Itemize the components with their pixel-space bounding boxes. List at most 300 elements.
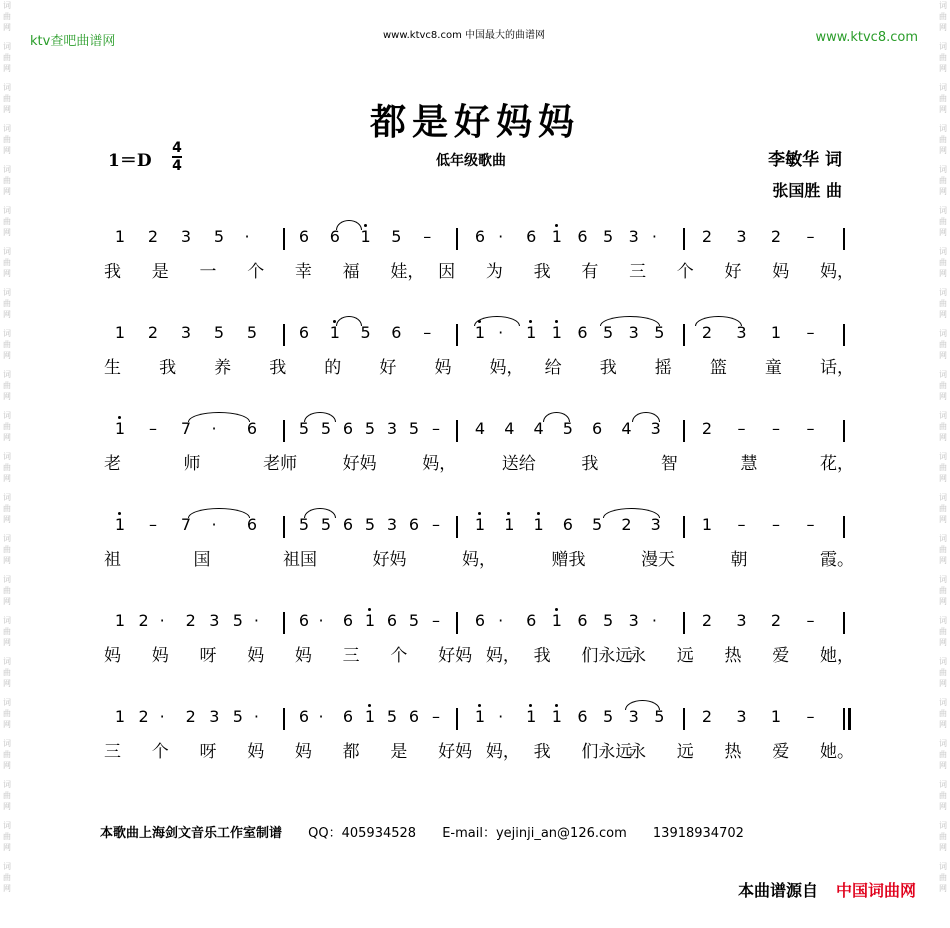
lyric-word: 妈 xyxy=(434,358,452,378)
watermark-char: 网 xyxy=(3,556,11,565)
augmentation-dot: · xyxy=(253,611,259,630)
watermark-char: 网 xyxy=(3,474,11,483)
lyric-word: 养 xyxy=(214,358,232,378)
note: 2 xyxy=(701,323,713,342)
watermark-char: 曲 xyxy=(3,422,11,431)
watermark-char: 词 xyxy=(939,370,947,379)
bar-line xyxy=(683,228,685,250)
lyric-word: 妈 xyxy=(151,646,169,666)
note: 6 xyxy=(298,707,310,726)
note: 6 xyxy=(474,227,486,246)
note: 7 xyxy=(180,419,192,438)
watermark-char: 网 xyxy=(3,638,11,647)
watermark-unit xyxy=(939,41,947,74)
note: 3 xyxy=(628,227,639,246)
bar-line xyxy=(843,516,845,538)
watermark-char: 网 xyxy=(939,720,947,729)
watermark-char: 词 xyxy=(939,124,947,133)
lyric-word: 爱 xyxy=(772,742,790,762)
note: 3 xyxy=(736,227,747,246)
lyric-word: 好妈 xyxy=(372,550,407,570)
watermark-char: 网 xyxy=(939,638,947,647)
note: 1 xyxy=(701,515,713,534)
note: 2 xyxy=(701,227,713,246)
note: 5 xyxy=(232,611,243,630)
watermark-char: 网 xyxy=(939,679,947,688)
note-dash: – xyxy=(772,419,780,438)
note: 5 xyxy=(232,707,243,726)
note: 5 xyxy=(603,323,614,342)
note: 6 xyxy=(408,707,420,726)
watermark-char: 词 xyxy=(3,616,11,625)
watermark-char: 网 xyxy=(939,105,947,114)
note: 3 xyxy=(628,611,639,630)
note: 3 xyxy=(386,419,398,438)
note: 1 xyxy=(325,318,345,348)
notation-row xyxy=(0,414,950,444)
watermark-char: 词 xyxy=(3,657,11,666)
watermark-char: 曲 xyxy=(939,504,947,513)
notation-row xyxy=(0,606,950,636)
lyric-word: 她。 xyxy=(820,742,854,762)
note: 4 xyxy=(474,419,486,438)
watermark-unit xyxy=(3,0,11,33)
watermark-char: 词 xyxy=(939,534,947,543)
note: 5 xyxy=(364,419,376,438)
watermark-char: 曲 xyxy=(939,135,947,144)
time-signature-top: 4 xyxy=(172,140,182,156)
bar-line xyxy=(843,420,845,442)
note: 2 xyxy=(138,707,149,726)
watermark-char: 网 xyxy=(939,187,947,196)
watermark-unit xyxy=(3,861,11,894)
note: 4 xyxy=(621,419,632,438)
watermark-char: 网 xyxy=(3,761,11,770)
watermark-char: 曲 xyxy=(939,340,947,349)
note: 3 xyxy=(650,419,661,438)
header-left-site[interactable]: ktv查吧曲谱网 xyxy=(30,34,116,49)
lyric-word: 送给 xyxy=(501,454,536,474)
score-system xyxy=(0,702,950,798)
lyric-word: 一 xyxy=(199,262,217,282)
watermark-char: 词 xyxy=(939,165,947,174)
note: 1 xyxy=(499,510,519,540)
lyric-word: 我 xyxy=(581,454,599,474)
watermark-char: 网 xyxy=(939,433,947,442)
note: 5 xyxy=(408,419,420,438)
note: 2 xyxy=(185,611,196,630)
lyric-word: 妈， xyxy=(489,358,524,378)
watermark-char: 曲 xyxy=(3,176,11,185)
watermark-char: 词 xyxy=(3,862,11,871)
watermark-char: 词 xyxy=(3,206,11,215)
lyric-word: 好妈 xyxy=(438,742,473,762)
watermark-char: 词 xyxy=(3,165,11,174)
note: 6 xyxy=(246,419,258,438)
watermark-char: 曲 xyxy=(939,750,947,759)
lyric-word: 摇 xyxy=(654,358,672,378)
watermark-char: 词 xyxy=(3,288,11,297)
watermark-char: 网 xyxy=(3,228,11,237)
lyric-word: 妈， xyxy=(485,742,520,762)
lyric-word: 都 xyxy=(342,742,360,762)
watermark-char: 网 xyxy=(3,843,11,852)
note-dash: – xyxy=(737,515,746,534)
lyric-word: 好 xyxy=(724,262,742,282)
note: 3 xyxy=(736,611,747,630)
bar-line xyxy=(843,612,845,634)
lyric-word: 好 xyxy=(379,358,397,378)
watermark-char: 曲 xyxy=(939,299,947,308)
note-dash: – xyxy=(737,419,746,438)
lyrics-row xyxy=(0,260,950,286)
watermark-char: 网 xyxy=(3,720,11,729)
watermark-char: 曲 xyxy=(3,94,11,103)
note: 1 xyxy=(547,222,567,252)
watermark-char: 曲 xyxy=(939,586,947,595)
augmentation-dot: · xyxy=(651,611,657,630)
watermark-char: 网 xyxy=(939,556,947,565)
note: 7 xyxy=(180,515,192,534)
watermark-char: 曲 xyxy=(939,53,947,62)
note-dash: – xyxy=(806,515,815,534)
note-dash: – xyxy=(432,611,440,630)
watermark-char: 曲 xyxy=(3,586,11,595)
note: 5 xyxy=(603,611,614,630)
source-site-link[interactable]: 中国词曲网 xyxy=(835,881,916,900)
note: 6 xyxy=(577,227,588,246)
watermark-char: 词 xyxy=(939,206,947,215)
bar-line xyxy=(683,708,685,730)
footer-email[interactable]: E-mail：yejinji_an@126.com xyxy=(442,826,627,841)
note-dash: – xyxy=(806,419,815,438)
time-signature-bottom: 4 xyxy=(172,158,182,174)
augmentation-dot: · xyxy=(211,419,217,438)
watermark-char: 网 xyxy=(939,515,947,524)
lyric-word: 祖 xyxy=(104,550,121,570)
note-dash: – xyxy=(423,323,432,342)
note-dash: – xyxy=(806,227,815,246)
watermark-char: 词 xyxy=(939,739,947,748)
watermark-char: 网 xyxy=(939,269,947,278)
watermark-unit xyxy=(3,41,11,74)
lyricist-credit: 李敏华 词 xyxy=(768,150,842,170)
watermark-char: 词 xyxy=(939,247,947,256)
watermark-char: 网 xyxy=(3,64,11,73)
lyric-word: 篮 xyxy=(709,358,727,378)
bar-line xyxy=(456,228,458,250)
note: 3 xyxy=(209,707,220,726)
note: 1 xyxy=(547,702,567,732)
watermark-char: 曲 xyxy=(3,135,11,144)
lyric-word: 我 xyxy=(533,646,551,666)
watermark-unit xyxy=(3,820,11,853)
note: 3 xyxy=(386,515,398,534)
time-signature xyxy=(172,141,182,173)
lyric-word: 给 xyxy=(544,358,562,378)
note-dash: – xyxy=(806,707,815,726)
watermark-char: 曲 xyxy=(939,545,947,554)
lyric-word: 我 xyxy=(159,358,177,378)
watermark-char: 词 xyxy=(939,575,947,584)
lyric-word: 老 xyxy=(104,454,121,474)
watermark-char: 网 xyxy=(939,392,947,401)
key-signature: 1＝D xyxy=(108,151,152,171)
watermark-char: 网 xyxy=(939,351,947,360)
notation-row xyxy=(0,510,950,540)
bar-line xyxy=(843,228,845,250)
lyric-word: 远 xyxy=(676,646,694,666)
note: 6 xyxy=(592,419,603,438)
note: 1 xyxy=(470,702,490,732)
song-subtitle: 低年级歌曲 xyxy=(436,153,506,169)
note: 1 xyxy=(547,606,567,636)
watermark-char: 网 xyxy=(939,802,947,811)
lyric-word: 妈 xyxy=(294,742,312,762)
lyric-word: 童 xyxy=(764,358,782,378)
watermark-char: 网 xyxy=(3,515,11,524)
footer-studio: 本歌曲上海剑文音乐工作室制谱 xyxy=(100,826,283,841)
note: 1 xyxy=(110,414,130,444)
lyric-word: 我 xyxy=(533,262,551,282)
score-system xyxy=(0,606,950,702)
watermark-char: 词 xyxy=(939,42,947,51)
watermark-char: 网 xyxy=(939,310,947,319)
watermark-char: 网 xyxy=(3,105,11,114)
note: 2 xyxy=(147,227,159,246)
augmentation-dot: · xyxy=(498,611,504,630)
lyric-word: 妈 xyxy=(772,262,790,282)
note: 5 xyxy=(298,419,310,438)
score-system xyxy=(0,222,950,318)
note: 1 xyxy=(547,318,567,348)
watermark-char: 词 xyxy=(3,370,11,379)
watermark-char: 曲 xyxy=(939,832,947,841)
watermark-char: 曲 xyxy=(939,627,947,636)
lyric-word: 我 xyxy=(599,358,617,378)
lyric-word: 她， xyxy=(820,646,854,666)
lyric-word: 师 xyxy=(183,454,201,474)
lyric-word: 妈， xyxy=(485,646,520,666)
watermark-char: 词 xyxy=(939,780,947,789)
lyric-word: 霞。 xyxy=(820,550,854,570)
watermark-char: 曲 xyxy=(3,873,11,882)
watermark-char: 曲 xyxy=(3,750,11,759)
watermark-char: 网 xyxy=(3,679,11,688)
lyric-word: 花， xyxy=(820,454,854,474)
lyric-word: 话， xyxy=(820,358,854,378)
note: 5 xyxy=(408,611,420,630)
watermark-char: 词 xyxy=(939,411,947,420)
note: 5 xyxy=(386,707,398,726)
bar-line xyxy=(843,708,845,730)
score-system xyxy=(0,414,950,510)
watermark-char: 曲 xyxy=(3,299,11,308)
note: 1 xyxy=(360,606,380,636)
note: 6 xyxy=(342,707,354,726)
bar-line xyxy=(283,324,285,346)
note: 6 xyxy=(386,611,398,630)
watermark-unit xyxy=(939,164,947,197)
note: 1 xyxy=(470,510,490,540)
note: 1 xyxy=(529,510,549,540)
watermark-unit xyxy=(939,0,947,33)
note: 5 xyxy=(391,227,402,246)
watermark-char: 曲 xyxy=(939,258,947,267)
note: 6 xyxy=(577,707,588,726)
watermark-char: 词 xyxy=(939,1,947,10)
note: 6 xyxy=(298,611,310,630)
augmentation-dot: · xyxy=(498,323,504,342)
lyric-word: 的 xyxy=(324,358,342,378)
lyric-word: 是 xyxy=(390,742,408,762)
note: 6 xyxy=(562,515,573,534)
notation-row xyxy=(0,222,950,252)
lyric-word: 慧 xyxy=(740,454,758,474)
lyric-word: 祖国 xyxy=(283,550,317,570)
watermark-char: 词 xyxy=(939,616,947,625)
watermark-char: 网 xyxy=(3,884,11,893)
watermark-char: 词 xyxy=(3,124,11,133)
footer-phone: 13918934702 xyxy=(652,826,744,841)
lyric-word: 们永远 xyxy=(581,646,633,666)
note: 6 xyxy=(342,611,354,630)
watermark-char: 曲 xyxy=(3,381,11,390)
note: 5 xyxy=(213,227,225,246)
lyric-word: 我 xyxy=(533,742,551,762)
watermark-char: 词 xyxy=(939,657,947,666)
lyric-word: 是 xyxy=(151,262,169,282)
watermark-char: 曲 xyxy=(3,791,11,800)
bar-line xyxy=(456,420,458,442)
bar-line xyxy=(456,324,458,346)
score-system xyxy=(0,510,950,606)
lyrics-row xyxy=(0,548,950,574)
watermark-char: 曲 xyxy=(939,422,947,431)
note: 3 xyxy=(736,707,747,726)
watermark-char: 词 xyxy=(3,575,11,584)
note: 5 xyxy=(654,323,665,342)
note: 1 xyxy=(114,227,126,246)
bar-line xyxy=(683,612,685,634)
bar-line xyxy=(283,516,285,538)
bar-line xyxy=(283,420,285,442)
watermark-char: 网 xyxy=(3,351,11,360)
note-dash: – xyxy=(149,419,157,438)
note: 5 xyxy=(592,515,603,534)
lyric-word: 呀 xyxy=(199,742,217,762)
note-dash: – xyxy=(432,515,440,534)
watermark-char: 网 xyxy=(3,187,11,196)
header-center-text[interactable]: www.ktvc8.com 中国最大的曲谱网 xyxy=(383,30,546,41)
note: 3 xyxy=(736,323,747,342)
lyric-word: 国 xyxy=(193,550,211,570)
note: 6 xyxy=(298,323,310,342)
augmentation-dot: · xyxy=(651,227,657,246)
note-dash: – xyxy=(806,611,815,630)
note: 2 xyxy=(701,419,713,438)
lyric-word: 们永远 xyxy=(581,742,633,762)
note: 2 xyxy=(770,611,782,630)
watermark-char: 词 xyxy=(939,83,947,92)
watermark-char: 曲 xyxy=(939,176,947,185)
watermark-char: 曲 xyxy=(3,463,11,472)
lyric-word: 爱 xyxy=(772,646,790,666)
lyric-word: 三 xyxy=(342,646,360,666)
note: 1 xyxy=(114,611,126,630)
note: 2 xyxy=(185,707,196,726)
bar-line xyxy=(683,420,685,442)
lyric-word: 个 xyxy=(247,262,265,282)
lyric-word: 我 xyxy=(269,358,287,378)
lyric-word: 呀 xyxy=(199,646,217,666)
bar-line xyxy=(283,612,285,634)
header-right-site[interactable]: www.ktvc8.com xyxy=(815,30,918,45)
note: 5 xyxy=(298,515,310,534)
note: 2 xyxy=(701,707,713,726)
watermark-char: 词 xyxy=(3,411,11,420)
lyric-word: 因 xyxy=(438,262,456,282)
lyric-word: 妈 xyxy=(294,646,312,666)
lyric-word: 个 xyxy=(390,646,408,666)
watermark-char: 词 xyxy=(939,329,947,338)
watermark-char: 网 xyxy=(3,23,11,32)
lyric-word: 热 xyxy=(724,646,742,666)
watermark-char: 网 xyxy=(3,802,11,811)
note: 4 xyxy=(504,419,515,438)
lyric-word: 永 xyxy=(629,742,647,762)
lyric-word: 我 xyxy=(104,262,121,282)
note: 6 xyxy=(342,515,354,534)
lyric-word: 好妈 xyxy=(438,646,473,666)
augmentation-dot: · xyxy=(159,707,165,726)
lyric-word: 妈， xyxy=(422,454,457,474)
bar-line xyxy=(456,708,458,730)
note: 1 xyxy=(360,702,380,732)
watermark-char: 词 xyxy=(3,698,11,707)
note: 6 xyxy=(526,227,537,246)
watermark-char: 曲 xyxy=(3,545,11,554)
lyric-word: 个 xyxy=(676,262,694,282)
lyrics-row xyxy=(0,356,950,382)
watermark-char: 网 xyxy=(939,884,947,893)
watermark-char: 曲 xyxy=(3,668,11,677)
watermark-char: 曲 xyxy=(939,381,947,390)
watermark-char: 词 xyxy=(3,452,11,461)
note: 5 xyxy=(246,323,258,342)
watermark-char: 网 xyxy=(939,474,947,483)
watermark-char: 词 xyxy=(939,821,947,830)
bar-line xyxy=(456,516,458,538)
watermark-char: 网 xyxy=(939,23,947,32)
note: 3 xyxy=(650,515,661,534)
watermark-char: 曲 xyxy=(939,94,947,103)
watermark-unit xyxy=(3,164,11,197)
lyric-word: 个 xyxy=(151,742,169,762)
augmentation-dot: · xyxy=(253,707,259,726)
lyric-word: 远 xyxy=(676,742,694,762)
note: 2 xyxy=(147,323,159,342)
note: 6 xyxy=(474,611,486,630)
watermark-char: 曲 xyxy=(3,12,11,21)
watermark-char: 网 xyxy=(939,64,947,73)
note: 2 xyxy=(621,515,632,534)
notation-row xyxy=(0,702,950,732)
note-dash: – xyxy=(432,707,440,726)
watermark-char: 网 xyxy=(3,392,11,401)
watermark-char: 词 xyxy=(3,247,11,256)
watermark-char: 曲 xyxy=(3,832,11,841)
